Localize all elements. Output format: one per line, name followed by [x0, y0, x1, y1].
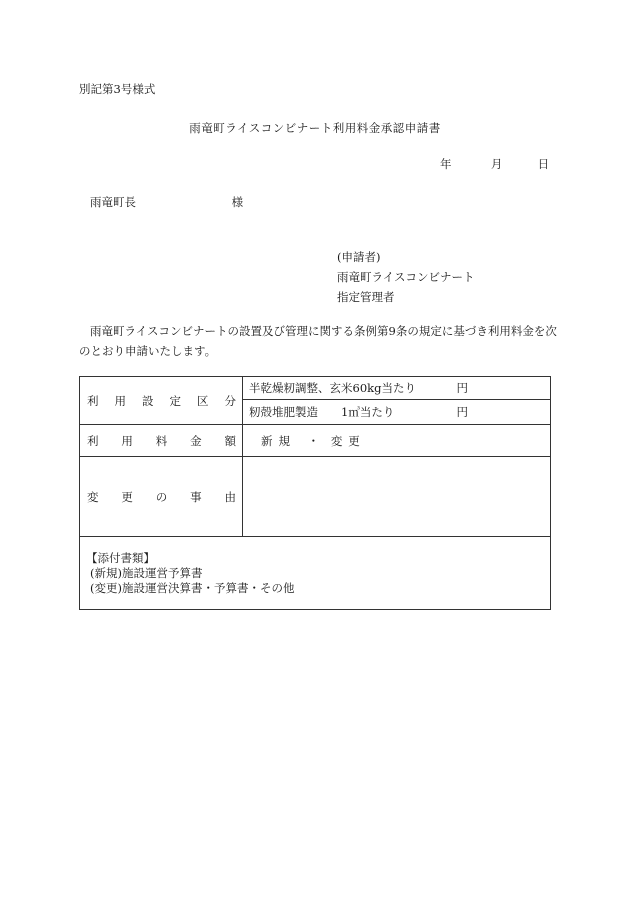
change-reason-label	[80, 457, 243, 537]
change-reason-label-char: の	[155, 489, 168, 504]
applicant-facility: 雨竜町ライスコンビナート	[337, 270, 475, 284]
rate-1-text: 半乾燥籾調整、玄米60kg当たり	[249, 381, 416, 395]
form-number: 別記第3号様式	[79, 82, 156, 96]
change-reason-label-char: 由	[224, 489, 236, 504]
option-change[interactable]: 変更	[330, 433, 366, 448]
usage-category-label-char: 設	[142, 393, 154, 408]
rate-2-unit: 円	[456, 405, 468, 419]
attachments-heading: 【添付書類】	[86, 550, 155, 565]
usage-fee-label-char: 利	[87, 433, 99, 448]
usage-category-label-char: 区	[197, 393, 209, 408]
usage-fee-label	[80, 425, 243, 457]
date-year: 年	[440, 157, 452, 171]
applicant-role: 指定管理者	[337, 290, 395, 304]
document-title: 雨竜町ライスコンビナート利用料金承認申請書	[189, 121, 441, 135]
usage-category-label-char: 定	[169, 393, 181, 408]
date-day: 日	[537, 157, 550, 171]
rate-row-1	[243, 377, 551, 400]
option-new[interactable]: 新規	[261, 433, 296, 448]
rate-row-2	[243, 400, 551, 425]
usage-fee-value	[243, 425, 551, 457]
usage-fee-label-char: 用	[121, 433, 133, 448]
attachment-item-new: (新規)施設運営予算書	[90, 565, 203, 580]
date-line	[440, 156, 549, 172]
attachment-item-change: (変更)施設運営決算書・予算書・その他	[90, 580, 295, 595]
rate-1-unit: 円	[456, 381, 468, 395]
addressee	[90, 194, 243, 210]
change-reason-label-char: 事	[190, 489, 202, 504]
usage-category-label-char: 利	[87, 393, 99, 408]
option-separator: ・	[307, 433, 320, 448]
body-text: 雨竜町ライスコンビナートの設置及び管理に関する条例第9条の規定に基づき利用料金を次のとおり申請いたします。	[79, 324, 557, 358]
usage-fee-label-char: 金	[190, 433, 202, 448]
change-reason-value[interactable]	[243, 457, 551, 537]
usage-fee-label-char: 額	[224, 433, 236, 448]
applicant-block	[337, 247, 475, 307]
date-month: 月	[490, 157, 503, 171]
applicant-heading: (申請者)	[337, 250, 381, 264]
rate-2-text: 籾殻堆肥製造 1㎥当たり	[249, 405, 395, 419]
usage-category-label-char: 分	[224, 393, 236, 408]
fee-table	[79, 376, 551, 610]
addressee-honorific: 様	[231, 195, 244, 209]
usage-fee-label-char: 料	[155, 433, 168, 448]
change-reason-label-char: 変	[87, 489, 99, 504]
usage-category-label-char: 用	[114, 393, 126, 408]
attachments-cell	[80, 537, 551, 610]
usage-category-label	[80, 377, 243, 425]
addressee-name: 雨竜町長	[90, 195, 136, 209]
change-reason-label-char: 更	[121, 489, 133, 504]
